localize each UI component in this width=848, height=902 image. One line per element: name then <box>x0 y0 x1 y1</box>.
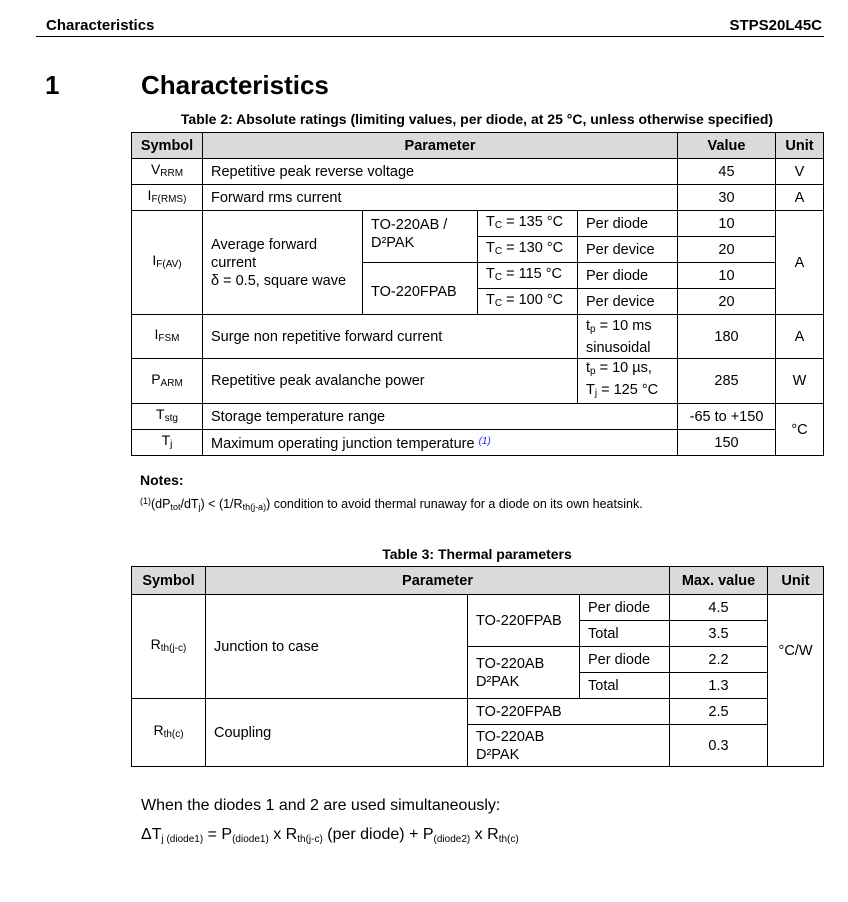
symbol-parm: $P_{ARM}$ <box>132 359 203 404</box>
header-unit: Unit <box>776 133 824 159</box>
value: 20 <box>678 237 776 263</box>
value-tj: 150 <box>678 430 776 456</box>
parameter-rthc: Coupling <box>206 699 468 767</box>
symbol-ifsm: $I_{FSM}$ <box>132 315 203 359</box>
scope: Total <box>580 621 670 647</box>
table3-caption: Table 3: Thermal parameters <box>382 546 572 562</box>
unit-ifsm: A <box>776 315 824 359</box>
package-to220fpab: TO-220FPAB <box>468 699 670 725</box>
value: 1.3 <box>670 673 768 699</box>
unit-temperature: °C <box>776 404 824 456</box>
header-symbol: Symbol <box>132 133 203 159</box>
value: 4.5 <box>670 595 768 621</box>
value-vrrm: 45 <box>678 159 776 185</box>
table-row <box>132 359 824 404</box>
table-row <box>132 404 824 430</box>
value-parm: 285 <box>678 359 776 404</box>
table-row <box>132 595 824 621</box>
simultaneous-usage-text: When the diodes 1 and 2 are used simultaneously: <box>141 797 501 814</box>
note-1: $^{(1)}(dP_{tot}/dT_j) < (1/R_{th(j-a)})$ condition to avoid thermal runaway for a diode on its own heatsink. <box>140 496 643 512</box>
table-header-row <box>132 133 824 159</box>
scope: Per diode <box>580 595 670 621</box>
value: 10 <box>678 211 776 237</box>
notes-title: Notes: <box>140 472 184 488</box>
unit-thermal: °C/W <box>768 595 824 767</box>
scope: Per diode <box>580 647 670 673</box>
symbol-ifrms: $I_{F(RMS)}$ <box>132 185 203 211</box>
value-tstg: -65 to +150 <box>678 404 776 430</box>
tc-condition: $T_C = 100$ °C <box>478 289 578 315</box>
symbol-rthc: $R_{th(c)}$ <box>132 699 206 767</box>
absolute-ratings-table <box>131 132 824 456</box>
symbol-vrrm: $V_{RRM}$ <box>132 159 203 185</box>
header-symbol: Symbol <box>132 567 206 595</box>
tc-condition: $T_C = 130$ °C <box>478 237 578 263</box>
package-to220fpab: TO-220FPAB <box>363 263 478 315</box>
package-to220fpab: TO-220FPAB <box>468 595 580 647</box>
parameter-ifrms: Forward rms current <box>203 185 678 211</box>
parameter-vrrm: Repetitive peak reverse voltage <box>203 159 678 185</box>
symbol-rthjc: $R_{th(j-c)}$ <box>132 595 206 699</box>
header-value: Value <box>678 133 776 159</box>
scope: Per device <box>578 289 678 315</box>
thermal-formula: $\Delta T_{j (diode1)} = P_{(diode1)}$ x $R_{th(j-c)}$ (per diode) + $P_{(diode2)}$ x $R_{th(c)}$ <box>141 826 519 845</box>
header-parameter: Parameter <box>203 133 678 159</box>
thermal-parameters-table <box>131 566 824 767</box>
table-row <box>132 211 824 237</box>
table-row <box>132 699 824 725</box>
value: 3.5 <box>670 621 768 647</box>
table-row <box>132 430 824 456</box>
section-number: 1 <box>45 70 60 100</box>
value-ifsm: 180 <box>678 315 776 359</box>
tc-condition: $T_C = 135$ °C <box>478 211 578 237</box>
package-to220ab-d2pak: TO-220AB D²PAK <box>468 725 670 767</box>
parameter-ifsm: Surge non repetitive forward current <box>203 315 578 359</box>
value: 10 <box>678 263 776 289</box>
table-row <box>132 315 824 359</box>
scope: Per diode <box>578 211 678 237</box>
scope: Per diode <box>578 263 678 289</box>
value: 0.3 <box>670 725 768 767</box>
table-header-row <box>132 567 824 595</box>
parameter-ifav: Average forward current δ = 0.5, square wave <box>203 211 363 315</box>
unit-vrrm: V <box>776 159 824 185</box>
parameter-tj: Maximum operating junction temperature $^{(1)}$ <box>203 430 678 456</box>
table2-caption: Table 2: Absolute ratings (limiting values, per diode, at 25 °C, unless otherwise specified) <box>180 111 774 127</box>
value-ifrms: 30 <box>678 185 776 211</box>
table-row <box>132 185 824 211</box>
condition-parm: $t_p = 10$ µs, $T_j = 125$ °C <box>578 359 678 404</box>
table-row <box>132 159 824 185</box>
unit-ifav: A <box>776 211 824 315</box>
header-max-value: Max. value <box>670 567 768 595</box>
value: 2.2 <box>670 647 768 673</box>
parameter-tstg: Storage temperature range <box>203 404 678 430</box>
section-title: Characteristics <box>141 70 329 100</box>
header-parameter: Parameter <box>206 567 670 595</box>
header-rule <box>36 36 824 37</box>
unit-ifrms: A <box>776 185 824 211</box>
scope: Per device <box>578 237 678 263</box>
page-header-section: Characteristics <box>46 17 155 34</box>
footnote-link[interactable]: (1) <box>478 435 491 447</box>
parameter-parm: Repetitive peak avalanche power <box>203 359 578 404</box>
package-to220ab-d2pak: TO-220AB D²PAK <box>468 647 580 699</box>
symbol-ifav: $I_{F(AV)}$ <box>132 211 203 315</box>
parameter-rthjc: Junction to case <box>206 595 468 699</box>
value: 20 <box>678 289 776 315</box>
header-unit: Unit <box>768 567 824 595</box>
scope: Total <box>580 673 670 699</box>
value: 2.5 <box>670 699 768 725</box>
condition-ifsm: $t_p = 10$ ms sinusoidal <box>578 315 678 359</box>
unit-parm: W <box>776 359 824 404</box>
page-header-part-number: STPS20L45C <box>729 17 822 34</box>
package-to220ab-d2pak: TO-220AB / D²PAK <box>363 211 478 263</box>
symbol-tstg: $T_{stg}$ <box>132 404 203 430</box>
tc-condition: $T_C = 115$ °C <box>478 263 578 289</box>
symbol-tj: $T_j$ <box>132 430 203 456</box>
